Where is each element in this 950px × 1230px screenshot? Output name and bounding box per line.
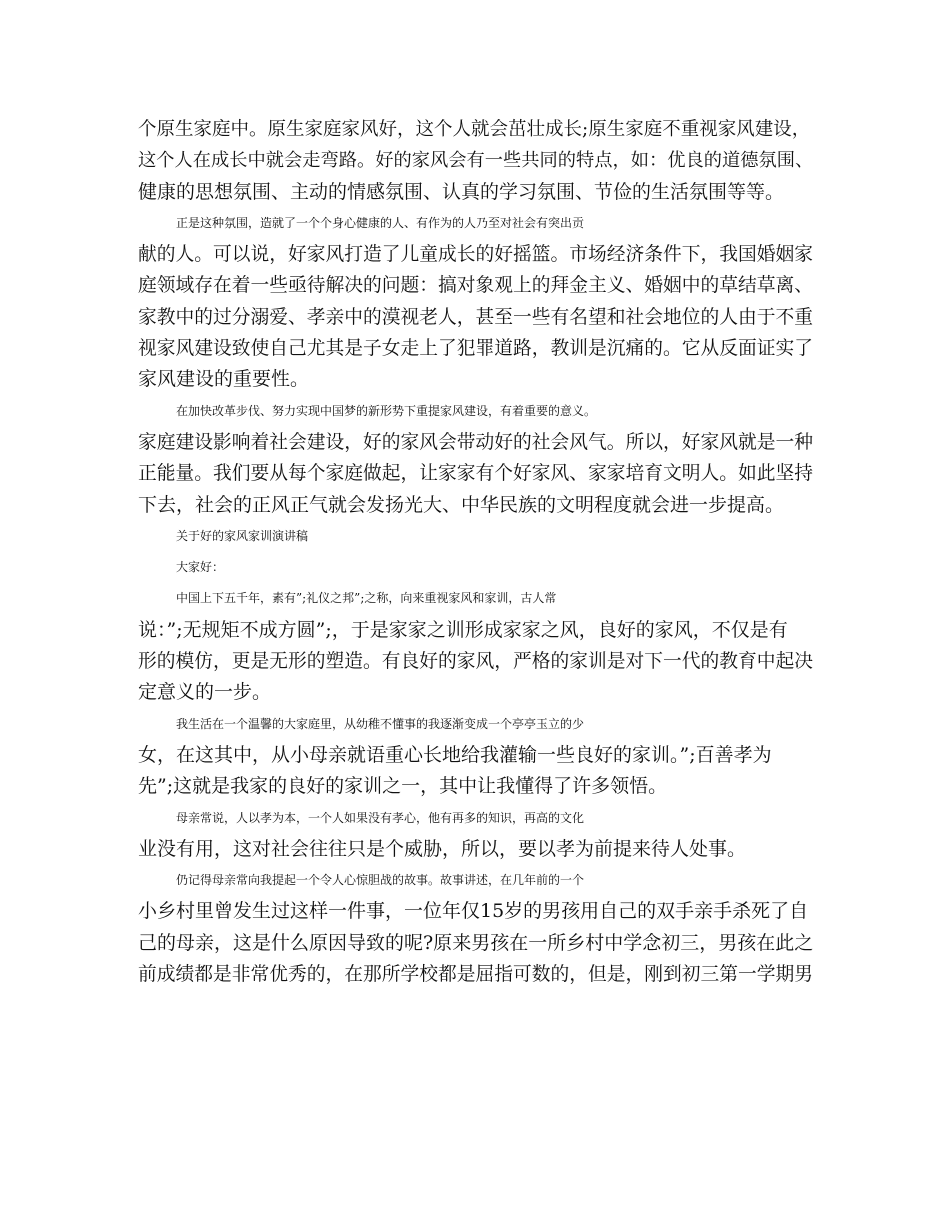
paragraph-start-line: 关于好的家风家训演讲稿 — [176, 528, 309, 543]
paragraph-line: 小乡村里曾发生过这样一件事，一位年仅15岁的男孩用自己的双手亲手杀死了自 — [138, 900, 809, 923]
paragraph-line: 献的人。可以说，好家风打造了儿童成长的好摇篮。市场经济条件下，我国婚姻家 — [138, 244, 813, 266]
paragraph-start-line: 在加快改革步伐、努力实现中国梦的新形势下重提家风建设，有着重要的意义。 — [176, 403, 597, 418]
paragraph-line: 家风建设的重要性。 — [138, 368, 310, 391]
paragraph-line: 说：”;无规矩不成方圆”;，于是家家之训形成家家之风，良好的家风，不仅是有 — [138, 618, 788, 641]
paragraph-start-line: 母亲常说，人以孝为本，一个人如果没有孝心，他有再多的知识，再高的文化 — [176, 810, 585, 825]
document-body — [138, 114, 818, 990]
paragraph-line: 视家风建设致使自己尤其是子女走上了犯罪道路，教训是沉痛的。它从反面证实了 — [138, 338, 813, 360]
paragraph-line: 业没有用，这对社会往往只是个威胁，所以，要以孝为前提来待人处事。 — [138, 837, 747, 860]
paragraph-line: 正能量。我们要从每个家庭做起，让家家有个好家风、家家培育文明人。如此坚持 — [138, 463, 813, 485]
paragraph-line: 家庭建设影响着社会建设，好的家风会带动好的社会风气。所以，好家风就是一种 — [138, 431, 813, 453]
paragraph-start-line: 大家好： — [176, 560, 225, 575]
paragraph-line: 健康的思想氛围、主动的情感氛围、认真的学习氛围、节俭的生活氛围等等。 — [138, 180, 785, 203]
paragraph-line: 先”;这就是我家的良好的家训之一，其中让我懂得了许多领悟。 — [138, 775, 668, 798]
paragraph-start-line: 中国上下五千年，素有”;礼仪之邦”;之称，向来重视家风和家训，古人常 — [176, 591, 557, 606]
paragraph-line: 这个人在成长中就会走弯路。好的家风会有一些共同的特点，如：优良的道德氛围、 — [138, 150, 814, 172]
paragraph-line: 家教中的过分溺爱、孝亲中的漠视老人，甚至一些有名望和社会地位的人由于不重 — [138, 306, 813, 328]
paragraph-line: 己的母亲，这是什么原因导致的呢?原来男孩在一所乡村中学念初三，男孩在此之 — [138, 931, 814, 954]
paragraph-line: 定意义的一步。 — [138, 681, 272, 704]
paragraph-line: 女，在这其中，从小母亲就语重心长地给我灌输一些良好的家训。”;百善孝为 — [138, 743, 772, 766]
paragraph-line: 个原生家庭中。原生家庭家风好，这个人就会茁壮成长;原生家庭不重视家风建设， — [138, 119, 811, 140]
paragraph-line: 庭领域存在着一些亟待解决的问题：搞对象观上的拜金主义、婚姻中的草结草离、 — [138, 275, 813, 297]
paragraph-start-line: 正是这种氛围，造就了一个个身心健康的人、有作为的人乃至对社会有突出贡 — [176, 215, 585, 230]
paragraph-start-line: 仍记得母亲常向我提起一个令人心惊胆战的故事。故事讲述，在几年前的一个 — [176, 873, 585, 888]
paragraph-line: 形的模仿，更是无形的塑造。有良好的家风，严格的家训是对下一代的教育中起决 — [138, 651, 813, 673]
paragraph-start-line: 我生活在一个温馨的大家庭里，从幼稚不懂事的我逐渐变成一个亭亭玉立的少 — [176, 716, 585, 731]
paragraph-line: 前成绩都是非常优秀的，在那所学校都是屈指可数的，但是，刚到初三第一学期男 — [138, 964, 813, 986]
paragraph-line: 下去，社会的正风正气就会发扬光大、中华民族的文明程度就会进一步提高。 — [138, 493, 785, 516]
